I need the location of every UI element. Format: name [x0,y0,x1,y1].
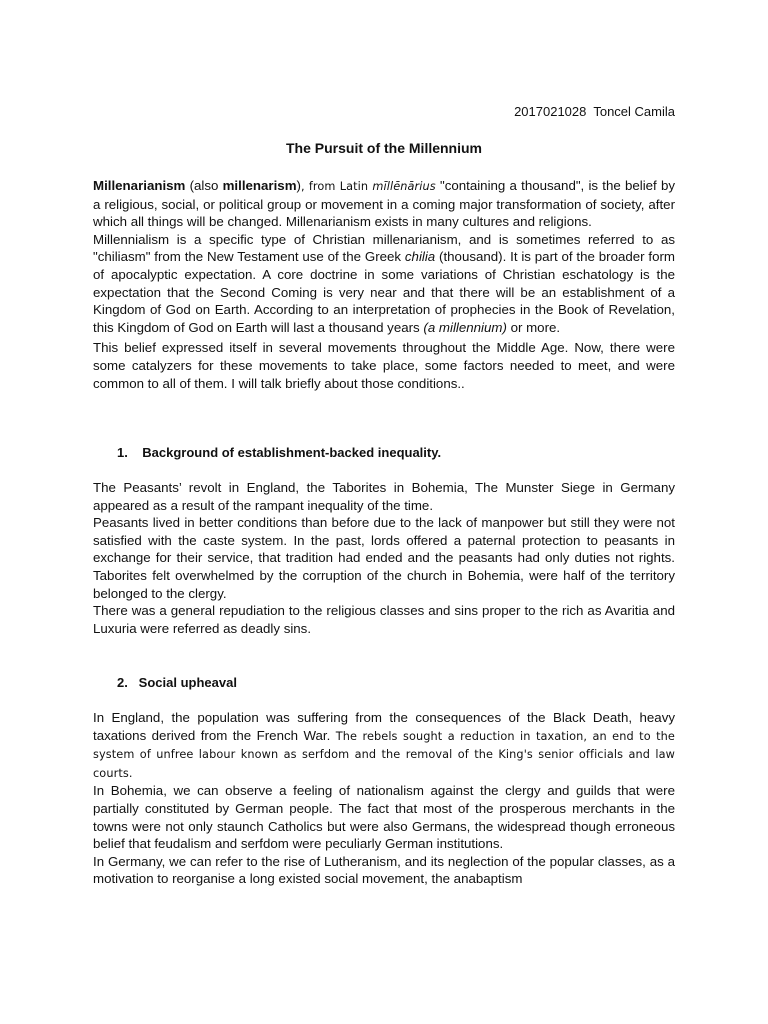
term-millenarianism: Millenarianism [93,178,186,193]
section-1-paragraph-1: The Peasants’ revolt in England, the Taborites in Bohemia, The Munster Siege in Germany appeared as a result of the rampant inequality of the time. [93,480,675,513]
document-title: The Pursuit of the Millennium [286,140,482,156]
intro-paragraph-2: Millennialism is a specific type of Christian millenarianism, and is sometimes referred to as "chiliasm" from the New Testament use of the Greek chilia (thousand). It is part of the broader form of apocalyptic expectation. A core doctrine in some variations of Christian eschatology is the expectation that the Second Coming is very near and that there will be an establishment of a Kingdom of God on Earth. According to an interpretation of prophecies in the Book of Revelation, this Kingdom of God on Earth will last a thousand years (a millennium) or more. [93,231,675,335]
section-1-heading: 1. Background of establishment-backed inequality. [117,445,442,460]
section-2-paragraph-3: In Germany, we can refer to the rise of Lutheranism, and its neglection of the popular classes, as a motivation to reorganise a long existed social movement, the anabaptism [93,853,675,887]
intro-paragraph-3: This belief expressed itself in several movements throughout the Middle Age. Now, there were some catalyzers for these movements to take place, some factors needed to meet, and were common to all of them. I will talk briefly about those conditions.. [93,340,675,391]
intro-paragraph-1: Millenarianism (also millenarism), from Latin mīllēnārius "containing a thousand", is the belief by a religious, social, or political group or movement in a coming major transformation of society, after which all things will be changed. Millenarianism exists in many cultures and religions. [93,178,675,230]
student-header: 2017021028 Toncel Camila [514,104,675,119]
millennium-term: (a millennium) [423,319,507,335]
section-2-paragraph-2: In Bohemia, we can observe a feeling of nationalism against the clergy and guilds that were partially constituted by German people. The fact that most of the prosperous merchants in the towns were not only staunch Catholics but were also Germans, the widespread though erroneous belief that feudalism and serfdom were peculiarly German institutions. [93,783,675,852]
latin-word: mīllēnārius [372,180,436,193]
section-1-body [93,479,675,637]
section-2-paragraph-1: In England, the population was suffering from the consequences of the Black Death, heavy taxations derived from the French War. The rebels sought a reduction in taxation, an end to the system of unfree labour known as serfdom and the removal of the King's senior officials and law courts. [93,710,675,780]
section-1-paragraph-3: There was a general repudiation to the religious classes and sins proper to the rich as Avaritia and Luxuria were referred as deadly sins. [93,603,675,636]
section-2-body [93,709,675,888]
section-1-paragraph-2: Peasants lived in better conditions than before due to the lack of manpower but still they were not satisfied with the caste system. In the past, lords offered a paternal protection to peasants in exchange for their service, that tradition had ended and the peasants had only duties not rights. Taborites felt overwhelmed by the corruption of the church in Bohemia, were half of the territory belonged to the clergy. [93,515,675,601]
term-millenarism: millenarism [222,178,297,193]
section-2-heading: 2. Social upheaval [117,675,237,690]
intro-section [93,177,675,392]
chilia-term: chilia [404,249,436,265]
